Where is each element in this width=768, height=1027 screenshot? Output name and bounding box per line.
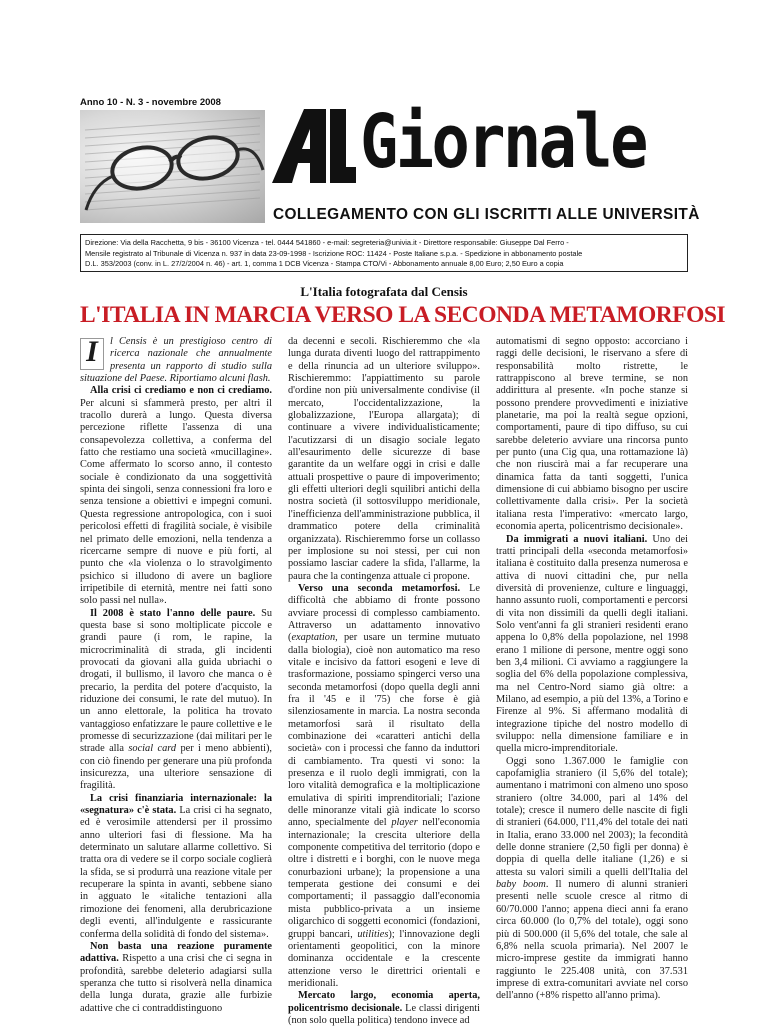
- italic-term: player: [391, 817, 418, 829]
- logo-wordmark: Giornale: [360, 99, 646, 185]
- info-line-3: D.L. 353/2003 (conv. in L. 27/2/2004 n. 46) - art. 1, comma 1 DCB Vicenza - Stampa CTO/Vi - Abbonamento annuale 8,00 Euro; 2,50 Euro a copia: [85, 259, 564, 268]
- paragraph-text: Uno dei tratti principali della «seconda metamorfosi» italiana è costituito dalla presenza numerosa e attiva di nuovi cittadini che, pur nella diversità di provenienze, culture e linguaggi, hanno assunto ruoli, comportamenti e percorsi di vita non dissimili da quelli degli italiani. Solo vent'anni fa gli stranieri residenti erano appena lo 0,8% della popolazione, nel 1998 erano 1 milione di persone, mentre oggi sono ben 3,4 milioni. Ci avviamo a raggiungere la soglia del 6% della popolazione complessiva, ma nel Centro-Nord siamo già oltre: a Milano, ad esempio, a più del 13%, a Torino e Firenze al 9%. Si affermano modalità di integrazione tipiche del nostro modello di sviluppo: nella dimensione familiare e in quella micro-imprenditoriale.: [496, 533, 688, 755]
- paragraph-text: Le difficoltà che abbiamo di fronte possono avviare processi di complesso cambiamento. Attraverso un adattamento innovativo (: [288, 582, 480, 644]
- paragraph-text: automatismi di segno opposto: accorciano i raggi delle decisioni, le riservano a sfere di responsabilità molto ristrette, le rattrappiscono al breve termine, se non addirittura al presente. «In poche stanze si possono prendere provvedimenti e iniziative planetarie, ma poi la realtà segue opzioni, comportamenti, paure di tipo diffuso, su cui sarebbe deleterio avviare una rincorsa punto per punto (una Cig qua, una rottamazione là) che non riuscirà mai a far recuperare una dinamica fatta da tanti soggetti, l'unica dimensione di cui abbiamo bisogno per uscire collettivamente dalla crisi». Per la società italiana resta l'imperativo: «mercato largo, economia aperta, policentrismo decisionale».: [496, 336, 688, 533]
- paragraph-text: . Il numero di alunni stranieri presenti nelle scuole cresce al ritmo di 60/70.000 l'anno; appena dieci anni fa erano circa 60.000 (lo 0,7% del totale), oggi sono più di 500.000 (il 5,6% del totale, che sale al 6,8% nella scuola primaria). Nel 2007 le micro-imprese gestite da immigrati hanno raggiunto le 225.408 unità, con 37.531 imprese di extra-comunitari avviate nel corso dell'anno (+8% rispetto all'anno prima).: [496, 879, 688, 1002]
- la-logo-icon: [270, 105, 358, 185]
- glasses-newspaper-photo: [80, 110, 265, 223]
- paragraph-text: Le classi dirigenti (non solo quella politica) tendono invece ad: [288, 1002, 480, 1026]
- paragraph: [80, 793, 272, 941]
- article-column-1: [80, 336, 272, 1015]
- masthead-subtitle: COLLEGAMENTO CON GLI ISCRITTI ALLE UNIVERSITÀ: [273, 206, 700, 223]
- section-heading: La crisi finanziaria internazionale: la «segnatura» c'è stata.: [80, 792, 272, 817]
- intro-text: l Censis è un prestigioso centro di ricerca nazionale che annualmente presenta un rapporto di studio sulla situazione del Paese. Riportiamo alcuni flash.: [80, 336, 272, 385]
- paragraph: [80, 941, 272, 1015]
- paragraph: [496, 336, 688, 534]
- publisher-info-box: [80, 234, 688, 272]
- article-intro: [80, 336, 272, 385]
- issue-line: Anno 10 - N. 3 - novembre 2008: [80, 97, 221, 108]
- paragraph-text: , per usare un termine mutuato dalla biologia), cioè non automatico ma reso vitale e incisivo da fattori esogeni e leve di trasformazione, possiamo spingerci verso una seconda metamorfosi (dopo quella degli anni fra il '45 e il '75) che forse è già silenziosamente in marcia. La nostra seconda metamorfosi sarà il risultato della combinazione dei «caratteri antichi della società» con i processi che fanno da induttori di cambiamento. Tra questi vi sono: la presenza e il ruolo degli immigrati, con la loro vitalità demografica e la moltiplicazione emulativa di spiriti imprenditoriali; l'azione delle minoranze vitali già indicate lo scorso anno, specialmente del: [288, 632, 480, 829]
- info-line-1: Direzione: Via della Racchetta, 9 bis - 36100 Vicenza - tel. 0444 541860 - e-mail: segreteria@univia.it - Direttore responsabile: Giuseppe Dal Ferro -: [85, 238, 569, 247]
- section-heading: Mercato largo, economia aperta, policentrismo decisionale.: [288, 990, 480, 1014]
- section-heading: Non basta una reazione puramente adattiva.: [80, 940, 272, 965]
- paragraph-text: Oggi sono 1.367.000 le famiglie con capofamiglia straniero (il 5,6% del totale); aumentano i matrimoni con almeno uno sposo straniero (oltre 34.000, pari al 14% del totale); cresce il numero delle nascite di figli di stranieri (64.000, l'11,4% del totale dei nati in Italia, erano 33.000 nel 2003); la fecondità delle donne straniere (2,50 figli per donna) è doppia di quella delle italiane (1,26) e si attesta su valori simili a quelli dell'Italia del: [496, 755, 688, 878]
- section-heading: Verso una seconda metamorfosi.: [298, 582, 461, 594]
- article-column-2: [288, 336, 480, 1027]
- paragraph-text: nell'economia internazionale; la crescita ulteriore della componente competitiva del territorio (dopo e oltre i distretti e i borghi, con le nuove mega conurbazioni urbane); la propensione a una temperata gestione dei consumi e dei comportamenti; il passaggio dall'economia mista pubblico-privata a un insieme oligarchico di soggetti economici (fondazioni, gruppi bancari,: [288, 817, 480, 940]
- paragraph-text: Per alcuni si sfammerà presto, per altri il tracollo durerà a lungo. Questa diversa percezione riflette l'assenza di una consapevolezza collettiva, a conferma del fatto che restiamo una società «mucillagine». Come affermato lo scorso anno, il contesto sociale è condizionato da una soggettività spinta dei singoli, senza connessioni fra loro e senza tensione a obiettivi e impegni comuni. Questa regressione antropologica, con i suoi pericolosi effetti di fragilità sociale, è visibile nel primato delle emozioni, nella tendenza a ricercarne sempre di nuove e più forti, al punto che «la violenza o lo stravolgimento psichico si illudono di avere un bagliore irripetibile di eternità, mentre nei fatti sono solo passi nel nulla».: [80, 397, 272, 607]
- paragraph-text: La crisi ci ha segnato, ed è verosimile attendersi per il prossimo anno ulteriori fasi di flessione. Ma ha determinato un salutare allarme collettivo. Si tratta ora di vedere se il corpo sociale coglierà la sfida, se si produrrà una reazione vitale per recuperare la spinta in avanti, sebbene siano in agguato le «italiche tentazioni alla rimozione dei fenomeni, alla derubricazione degli eventi, all'indulgente e rassicurante conferma della solidità di fondo del sistema».: [80, 805, 272, 940]
- paragraph-text: per i meno abbienti), con ciò finendo per generare una più profonda insicurezza, una ulteriore sensazione di fragilità.: [80, 743, 272, 792]
- paragraph: [80, 385, 272, 607]
- italic-term: baby boom: [496, 879, 546, 891]
- info-line-2: Mensile registrato al Tribunale di Vicenza n. 937 in data 23-09-1998 - Iscrizione ROC: 11424 - Poste Italiane s.p.a. - Spedizione in abbonamento postale: [85, 248, 583, 258]
- paragraph: [288, 583, 480, 990]
- article-kicker: L'Italia fotografata dal Censis: [300, 284, 468, 299]
- italic-term: exaptation: [291, 632, 336, 644]
- paragraph-text: da decenni e secoli. Rischieremmo che «la lunga durata diventi luogo del rattrappimento e della rinuncia ad un ulteriore sviluppo». Rischieremmo: l'appiattimento su parole d'ordine non più universalmente condivise (il mercato, l'occidentalizzazione, la globalizzazione, l'Europa allargata); di continuare a vivere individualisticamente; l'acutizzarsi di un disagio sociale legato all'esaurimento delle sicurezze di base garantite da un welfare oggi in crisi e dalle attuali prospettive o paure di impoverimento; gli effetti ulteriori degli squilibri antichi della nostra società (il sottosviluppo meridionale, l'inefficienza dell'amministrazione pubblica, il drammatico potere della criminalità organizzata). Rischieremmo forse un collasso per implosione su noi stessi, per cui non possiamo lasciar cadere la sfida, l'allarme, la paura che la contingenza attuale ci propone.: [288, 336, 480, 582]
- drop-cap: I: [80, 338, 104, 370]
- article-headline: L'ITALIA IN MARCIA VERSO LA SECONDA METAMORFOSI: [80, 302, 726, 328]
- italic-term: social card: [128, 743, 177, 755]
- section-heading: Il 2008 è stato l'anno delle paure.: [90, 607, 256, 619]
- photo-illustration: [80, 110, 265, 223]
- paragraph: [288, 336, 480, 583]
- article-column-3: [496, 336, 688, 1003]
- italic-term: utilities: [357, 928, 389, 940]
- paragraph-text: ); l'innovazione degli orientamenti geopolitici, con la minore dominanza occidentale e la crescente attenzione verso le direttrici orientali e meridionali.: [288, 928, 481, 989]
- paragraph-text: Rispetto a una crisi che ci segna in profondità, sarebbe deleterio adagiarsi sulla speranza che tutto si risolverà nella dinamica della lunga durata, grazie alle furbizie adattive che ci contraddistinguono: [80, 953, 272, 1014]
- paragraph: [496, 756, 688, 1003]
- paragraph-text: Su questa base si sono moltiplicate piccole e grandi paure (i rom, le rapine, la microcriminalità di strada, gli incidenti provocati da giovani alla guida ubriachi o drogati, il bullismo, il lavoro che manca o è precario, la perdita del potere d'acquisto, la riduzione dei consumi, le rate del mutuo). In un anno elettorale, la politica ha trovato vantaggioso enfatizzare le paure collettive e le promesse di securizzazione (dai militari per le strade alla: [80, 607, 272, 755]
- paragraph: [80, 608, 272, 793]
- section-heading: Alla crisi ci crediamo e non ci crediamo.: [90, 385, 272, 397]
- section-heading: Da immigrati a nuovi italiani.: [506, 533, 648, 545]
- paragraph: [288, 990, 480, 1027]
- paragraph: [496, 534, 688, 756]
